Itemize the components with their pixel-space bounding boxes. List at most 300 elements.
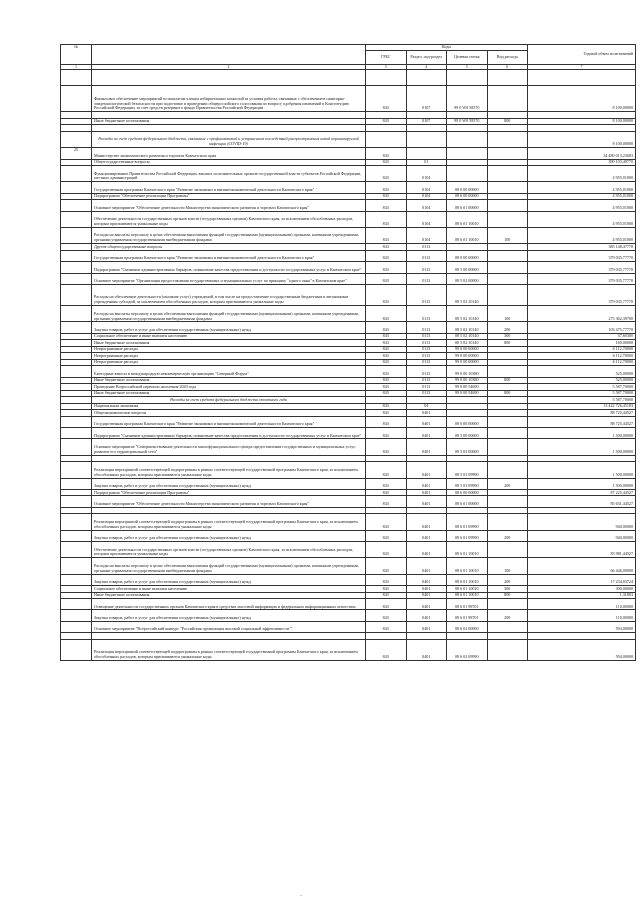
row-target-article: 08 6 01 00000 [447,496,488,507]
row-name: Основное мероприятие "Совершенствование деятельности многофункционального центра предоставления государственных и муниципальных услуг, развитие его территориальной сети" [92,439,366,455]
row-amount: 525,00000 [528,366,636,377]
row-grbs: 843 [366,273,407,284]
row-expense-type [487,284,528,305]
row-number [61,599,92,610]
column-index-cell: 5 [447,65,488,70]
row-amount: 594,00000 [528,639,636,660]
row-number [61,131,92,147]
row-name: Социальное обеспечение и иные выплаты населению [92,333,366,340]
row-name: Основное мероприятие "Организация предоставления государственных и муниципальных услуг по принципу "одного окна" в Камчатском крае" [92,273,366,284]
row-number [61,86,92,112]
row-number [61,182,92,193]
row-razd: 0113 [406,390,447,397]
row-expense-type: 200 [487,322,528,333]
row-expense-type: 800 [487,340,528,347]
row-amount: 379 035,77770 [528,284,636,305]
table-row [61,86,636,112]
row-number [61,306,92,322]
row-number [61,496,92,507]
row-target-article: 99 0 00 54690 [447,384,488,391]
table-row [61,306,636,322]
row-grbs: 843 [366,211,407,227]
row-amount: 525,00000 [528,377,636,384]
row-grbs: 843 [366,284,407,305]
row-expense-type: 800 [487,377,528,384]
row-grbs: 843 [366,333,407,340]
row-razd [406,148,447,159]
row-grbs: 843 [366,159,407,166]
row-grbs: 843 [366,462,407,478]
row-amount: 1 500,00000 [528,428,636,439]
row-number [61,439,92,455]
row-razd: 04 [406,403,447,410]
row-target-article: 08 5 03 09990 [447,478,488,489]
row-grbs: 843 [366,489,407,496]
table-row [61,366,636,377]
row-razd: 0113 [406,273,447,284]
row-amount: 5 587,70000 [528,390,636,397]
row-razd: 0401 [406,514,447,530]
row-grbs: 843 [366,346,407,353]
row-name: Основное мероприятие "Обеспечение деятельности Министерства экономического развития и торговли Камчатского края" [92,496,366,507]
row-target-article: 08 6 01 09990 [447,514,488,530]
row-razd: 0113 [406,384,447,391]
row-name: Расходы на выплаты персоналу в целях обеспечения выполнения функций государственными (муниципальными) органами, казенными учреждениями, органами управления государственными внебюджетными фондами [92,306,366,322]
row-amount: 160,00000 [528,340,636,347]
row-grbs: 843 [366,639,407,660]
row-target-article: 99 0 00 10380 [447,377,488,384]
table-row [61,322,636,333]
row-razd: 0401 [406,610,447,621]
row-expense-type [487,166,528,182]
row-expense-type: 300 [487,333,528,340]
row-razd: 0401 [406,599,447,610]
row-number [61,273,92,284]
row-amount: 83 981,44527 [528,542,636,558]
row-expense-type [487,273,528,284]
row-expense-type [487,148,528,159]
row-name: Основное мероприятие "Обеспечение деятельности Министерства экономического развития и торговли Камчатского края" [92,200,366,211]
table-row [61,574,636,585]
row-number [61,416,92,427]
header-codes: Коды [366,45,528,51]
row-number [61,284,92,305]
table-row [61,70,636,86]
table-row [61,200,636,211]
row-amount: 8 100,00000 [528,86,636,112]
header-vid: Вид расхода [487,51,528,65]
row-target-article: 08 6 01 98701 [447,599,488,610]
row-grbs: 843 [366,410,407,417]
row-amount: 4 955,01000 [528,182,636,193]
row-name: Закупка товаров, работ и услуг для обеспечения государственных (муниципальных) нужд [92,574,366,585]
row-name: Общегосударственные вопросы [92,159,366,166]
row-name: Обеспечение деятельности государственных органов власти (государственных органов) Камчатского края, за исключением обособленных расходов, которым присваиваются уникальные коды [92,211,366,227]
row-name: Иные бюджетные ассигнования [92,390,366,397]
row-grbs: 843 [366,148,407,159]
row-expense-type [487,416,528,427]
row-target-article: 08 6 01 98701 [447,610,488,621]
row-target-article: 99 0 W0 58570 [447,86,488,112]
row-number [61,166,92,182]
row-amount: 6 112,70000 [528,359,636,366]
header-cel: Целевая статья [447,51,488,65]
row-expense-type: 200 [487,574,528,585]
column-index-cell: 4 [406,65,447,70]
row-expense-type: 800 [487,592,528,599]
row-grbs: 843 [366,574,407,585]
row-grbs: 843 [366,306,407,322]
row-amount: 4 955,01000 [528,166,636,182]
row-target-article: 08 6 01 10010 [447,574,488,585]
row-number [61,322,92,333]
row-expense-type [487,542,528,558]
row-number [61,428,92,439]
row-target-article [447,70,488,86]
row-amount: 1 500,00000 [528,478,636,489]
table-row [61,621,636,632]
row-grbs: 843 [366,353,407,360]
table-row [61,428,636,439]
row-amount: 87 225,44527 [528,489,636,496]
row-name: Освещение деятельности государственных органов Камчатского края в средствах массовой информации и федеральных информационных агентствах [92,599,366,610]
header-sum: Годовой объем ассигнований [528,45,636,65]
row-number [61,211,92,227]
row-grbs: 843 [366,496,407,507]
row-expense-type [487,366,528,377]
row-target-article: 99 0 00 54690 [447,390,488,397]
row-name: Иные бюджетные ассигнования [92,340,366,347]
row-razd: 0401 [406,489,447,496]
table-row [61,284,636,305]
row-name: Государственная программа Камчатского края "Развитие экономики и внешнеэкономической деятельности Камчатского края" [92,182,366,193]
row-razd: 0104 [406,193,447,200]
row-target-article: 08 6 02 09990 [447,639,488,660]
header-no: № [61,45,92,65]
row-target-article: 08 5 00 00000 [447,262,488,273]
row-name: Закупка товаров, работ и услуг для обеспечения государственных (муниципальных) нужд [92,478,366,489]
row-expense-type [487,262,528,273]
row-name: Ежегодные взносы в международную некоммерческую организацию "Северный Форум" [92,366,366,377]
row-target-article: 08 6 01 09990 [447,530,488,541]
row-name: Непрограммные расходы [92,353,366,360]
row-name: Закупка товаров, работ и услуг для обеспечения государственных (муниципальных) нужд [92,530,366,541]
row-name: Функционирование Правительства Российской Федерации, высших исполнительных органов государственной власти субъектов Российской Федерации, местных администраций [92,166,366,182]
table-row [61,182,636,193]
row-amount [528,70,636,86]
table-row [61,496,636,507]
row-razd: 0113 [406,284,447,305]
row-target-article: 08 0 00 00000 [447,182,488,193]
row-grbs: 843 [366,340,407,347]
row-amount: 300,00000 [528,586,636,593]
row-target-article: 08 5 00 00000 [447,428,488,439]
row-name: Расходы за счет средств федерального бюджета отчетного года [92,397,366,404]
row-target-article: 08 6 00 00000 [447,193,488,200]
row-razd: 0113 [406,333,447,340]
row-expense-type: 800 [487,390,528,397]
row-grbs: 843 [366,610,407,621]
header-name [92,45,366,65]
row-number [61,639,92,660]
row-name: Государственная программа Камчатского края "Развитие экономики и внешнеэкономической деятельности Камчатского края" [92,416,366,427]
row-grbs: 843 [366,118,407,125]
row-name: Подпрограмма "Снижение административных барьеров, повышение качества предоставления и доступности государственных услуг в Камчатском крае" [92,262,366,273]
row-target-article [447,148,488,159]
row-razd: 0401 [406,592,447,599]
row-name: Непрограммные расходы [92,346,366,353]
row-razd: 0401 [406,586,447,593]
table-row [61,558,636,574]
row-amount: 34 480 013,23683 [528,148,636,159]
row-razd: 0401 [406,574,447,585]
row-amount: 110,00000 [528,610,636,621]
row-name: Социальное обеспечение и иные выплаты населению [92,586,366,593]
row-amount: 940,00000 [528,530,636,541]
table-row [61,639,636,660]
row-amount: 379 035,77770 [528,273,636,284]
row-name: Подпрограмма "Обеспечение реализации Программы" [92,489,366,496]
row-name: Другие общегосударственные вопросы [92,244,366,251]
row-grbs: 843 [366,514,407,530]
table-row [61,599,636,610]
row-razd: 0401 [406,639,447,660]
row-target-article: 08 5 02 00000 [447,273,488,284]
row-expense-type: 300 [487,586,528,593]
row-number [61,610,92,621]
row-razd: 0401 [406,621,447,632]
row-target-article: 08 5 02 10140 [447,322,488,333]
row-number [61,542,92,558]
row-grbs: 843 [366,439,407,455]
row-razd: 0104 [406,200,447,211]
table-row [61,439,636,455]
row-expense-type [487,462,528,478]
row-name: Реализация мероприятий соответствующей подпрограммы в рамках соответствующей государственной программы Камчатского края, за исключением обособленных расходов, которым присваиваются уникальные коды [92,462,366,478]
row-number [61,514,92,530]
row-name: Иные бюджетные ассигнования [92,592,366,599]
row-expense-type: 100 [487,558,528,574]
table-row [61,250,636,261]
row-razd: 0113 [406,306,447,322]
row-name: Обеспечение деятельности государственных органов власти (государственных органов) Камчатского края, за исключением обособленных расходов, которым присваиваются уникальные коды [92,542,366,558]
row-target-article: 08 0 00 00000 [447,250,488,261]
column-index-cell: 6 [487,65,528,70]
row-razd: 0401 [406,558,447,574]
row-razd: 0104 [406,211,447,227]
row-grbs: 843 [366,359,407,366]
row-razd [406,70,447,86]
row-target-article: 99 0 W0 58570 [447,118,488,125]
row-razd: 0113 [406,322,447,333]
row-expense-type: 800 [487,118,528,125]
row-number [61,478,92,489]
row-amount: 66 446,00000 [528,558,636,574]
row-grbs: 843 [366,244,407,251]
row-name: Закупка товаров, работ и услуг для обеспечения государственных (муниципальных) нужд [92,610,366,621]
row-name: Проведение Всероссийской переписи населения 2020 года [92,384,366,391]
page-number: – [300,894,303,899]
row-razd: 0401 [406,478,447,489]
table-row [61,131,636,147]
row-target-article: 99 0 00 10380 [447,366,488,377]
row-expense-type [487,514,528,530]
row-grbs: 843 [366,586,407,593]
row-razd: 0113 [406,340,447,347]
header-razd: Раздел, под-раздел [406,51,447,65]
row-grbs: 843 [366,592,407,599]
row-razd: 0401 [406,410,447,417]
row-amount: 4 955,01000 [528,227,636,243]
row-expense-type [487,250,528,261]
row-expense-type: 100 [487,227,528,243]
row-razd: 0113 [406,353,447,360]
row-grbs: 843 [366,428,407,439]
row-expense-type: 100 [487,306,528,322]
row-razd [406,131,447,147]
row-grbs: 843 [366,542,407,558]
row-razd: 0104 [406,166,447,182]
row-target-article [447,166,488,182]
row-razd: 0113 [406,250,447,261]
row-number: 25 [61,148,92,159]
row-grbs: 843 [366,182,407,193]
row-number [61,70,92,86]
row-name: Непрограммные расходы [92,359,366,366]
table-row [61,610,636,621]
row-name: Подпрограмма "Снижение административных барьеров, повышение качества предоставления и доступности государственных услуг в Камчатском крае" [92,428,366,439]
row-target-article: 08 5 02 10140 [447,306,488,322]
row-expense-type [487,599,528,610]
row-amount: 8 100,00000 [528,131,636,147]
row-razd: 0401 [406,428,447,439]
row-amount: 103 475,77770 [528,322,636,333]
row-number [61,262,92,273]
row-number [61,621,92,632]
row-expense-type [487,70,528,86]
row-name: Национальная экономика [92,403,366,410]
row-grbs: 843 [366,193,407,200]
row-grbs: 843 [366,227,407,243]
row-name: Общеэкономические вопросы [92,410,366,417]
row-razd: 01 [406,159,447,166]
row-amount: 1 500,00000 [528,462,636,478]
row-amount: 88 725,44527 [528,410,636,417]
row-name: Расходы за счет средств федерального бюджета, связанные с профилактикой и устранением последствий распространения новой коронавирусной инфекции (COVID-19) [92,131,366,147]
row-number [61,366,92,377]
row-expense-type [487,131,528,147]
row-target-article: 08 5 02 10140 [447,284,488,305]
column-index-cell: 2 [92,65,366,70]
row-target-article: 99 0 00 00000 [447,359,488,366]
row-grbs: 843 [366,366,407,377]
row-amount: 594,00000 [528,621,636,632]
row-expense-type: 200 [487,478,528,489]
row-grbs: 843 [366,377,407,384]
row-razd: 0401 [406,530,447,541]
row-target-article: 08 6 01 10010 [447,586,488,593]
row-amount: 6 112,70000 [528,353,636,360]
row-number [61,250,92,261]
row-grbs: 843 [366,384,407,391]
row-amount: 13 422 726,45183 [528,403,636,410]
row-name: Реализация мероприятий соответствующей подпрограммы в рамках соответствующей государственной программы Камчатского края, за исключением обособленных расходов, которым присваиваются уникальные коды [92,514,366,530]
budget-table-body [61,70,636,661]
row-target-article: 08 5 02 10140 [447,340,488,347]
column-index-cell: 7 [528,65,636,70]
row-razd: 0113 [406,377,447,384]
row-razd: 0113 [406,346,447,353]
row-name: Министерство экономического развития и торговли Камчатского края [92,148,366,159]
row-amount: 390 103,49770 [528,159,636,166]
row-name: Расходы на выплаты персоналу в целях обеспечения выполнения функций государственными (муниципальными) органами, казенными учреждениями, органами управления государственными внебюджетными фондами [92,227,366,243]
row-grbs: 843 [366,200,407,211]
row-number [61,462,92,478]
row-razd: 0401 [406,496,447,507]
row-target-article: 08 6 01 10010 [447,211,488,227]
row-amount: 385 148,47770 [528,244,636,251]
header-grbs: ГРБС [366,51,407,65]
budget-table [60,44,636,661]
row-razd: 0104 [406,182,447,193]
column-index-cell: 3 [366,65,407,70]
row-grbs: 843 [366,322,407,333]
row-grbs [366,70,407,86]
row-number [61,558,92,574]
row-amount: 379 035,77770 [528,250,636,261]
row-amount: 37,60300 [528,333,636,340]
row-number [61,574,92,585]
row-grbs: 843 [366,166,407,182]
row-grbs: 843 [366,478,407,489]
row-expense-type [487,496,528,507]
row-razd: 0104 [406,227,447,243]
row-target-article: 99 0 00 00000 [447,353,488,360]
row-expense-type [487,639,528,660]
row-target-article: 08 5 03 09990 [447,462,488,478]
row-name: Иные бюджетные ассигнования [92,118,366,125]
row-amount: 940,00000 [528,514,636,530]
row-grbs: 843 [366,621,407,632]
row-amount: 85 631,44527 [528,496,636,507]
table-row [61,462,636,478]
table-row [61,416,636,427]
row-number [61,530,92,541]
row-razd: 0401 [406,462,447,478]
row-grbs: 843 [366,250,407,261]
row-name: Подпрограмма "Обеспечение реализации Программы" [92,193,366,200]
row-razd: 0401 [406,542,447,558]
row-amount: 4 955,01000 [528,211,636,227]
row-razd: 0107 [406,86,447,112]
row-amount: 110,00000 [528,599,636,610]
row-target-article: 08 5 02 10140 [447,333,488,340]
row-name: Реализация мероприятий соответствующей подпрограммы в рамках соответствующей государственной программы Камчатского края, за исключением обособленных расходов, которым присваиваются уникальные коды [92,639,366,660]
row-razd: 0107 [406,118,447,125]
row-razd: 0113 [406,262,447,273]
row-expense-type: 200 [487,530,528,541]
row-expense-type [487,428,528,439]
table-row [61,478,636,489]
table-row [61,273,636,284]
row-target-article: 08 6 00 00000 [447,489,488,496]
row-amount: 379 035,77770 [528,262,636,273]
row-target-article: 08 6 02 00000 [447,621,488,632]
table-row [61,148,636,159]
row-name: Финансовое обеспечение мероприятий по выплатам членам избирательных комиссий за условия работы, связанные с обеспечением санитарно-эпидемиологической безопасности при подготовке и проведении общероссийского голосования по вопросу одобрения изменений в Конституцию Российской Федерации, за счет средств резервного фонда Правительства Российской Федерации [92,86,366,112]
table-row [61,262,636,273]
budget-table-sheet [60,44,636,661]
